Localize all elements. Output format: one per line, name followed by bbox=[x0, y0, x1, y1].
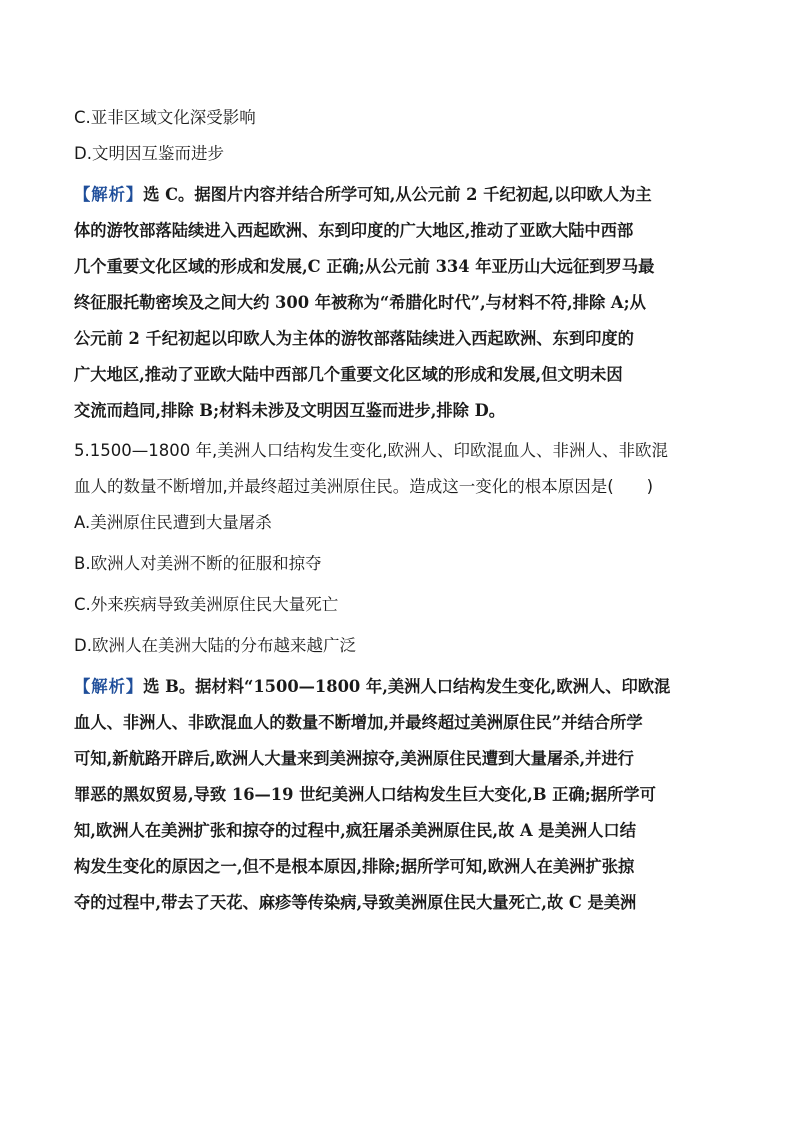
q5-analysis-line-6: 构发生变化的原因之一,但不是根本原因,排除;据所学可知,欧洲人在美洲扩张掠 bbox=[74, 857, 635, 876]
q5-analysis-line-2: 血人、非洲人、非欧混血人的数量不断增加,并最终超过美洲原住民”并结合所学 bbox=[74, 713, 643, 732]
q4-analysis-line-3: 几个重要文化区域的形成和发展,C 正确;从公元前 334 年亚历山大远征到罗马最 bbox=[74, 257, 655, 276]
q4-analysis-line-7: 交流而趋同,排除 B;材料未涉及文明因互鉴而进步,排除 D。 bbox=[74, 401, 506, 420]
q5-option-a: A.美洲原住民遭到大量屠杀 bbox=[74, 513, 272, 532]
q5-stem bbox=[74, 433, 724, 505]
q5-option-c: C.外来疾病导致美洲原住民大量死亡 bbox=[74, 595, 339, 614]
q4-analysis-line-5: 公元前 2 千纪初起以印欧人为主体的游牧部落陆续进入西起欧洲、东到印度的 bbox=[74, 329, 634, 348]
q5-analysis bbox=[74, 669, 724, 921]
q4-analysis-line-4: 终征服托勒密埃及之间大约 300 年被称为“希腊化时代”,与材料不符,排除 A;从 bbox=[74, 293, 646, 312]
q5-analysis-line-1: 【解析】选 B。据材料“1500—1800 年,美洲人口结构发生变化,欧洲人、印欧混 bbox=[74, 677, 671, 696]
q4-option-c: C.亚非区域文化深受影响 bbox=[74, 108, 256, 127]
q4-option-d: D.文明因互鉴而进步 bbox=[74, 144, 224, 163]
q5-analysis-line-5: 知,欧洲人在美洲扩张和掠夺的过程中,疯狂屠杀美洲原住民,故 A 是美洲人口结 bbox=[74, 821, 636, 840]
analysis-tag: 【解析】 bbox=[74, 677, 144, 696]
q5-analysis-line-7: 夺的过程中,带去了天花、麻疹等传染病,导致美洲原住民大量死亡,故 C 是美洲 bbox=[74, 893, 637, 912]
q5-analysis-line-3: 可知,新航路开辟后,欧洲人大量来到美洲掠夺,美洲原住民遭到大量屠杀,并进行 bbox=[74, 749, 634, 768]
q5-analysis-line-4: 罪恶的黑奴贸易,导致 16—19 世纪美洲人口结构发生巨大变化,B 正确;据所学可 bbox=[74, 785, 656, 804]
q5-stem-line-2: 血人的数量不断增加,并最终超过美洲原住民。造成这一变化的根本原因是( ) bbox=[74, 477, 654, 496]
q4-analysis bbox=[74, 177, 724, 429]
q4-analysis-line-2: 体的游牧部落陆续进入西起欧洲、东到印度的广大地区,推动了亚欧大陆中西部 bbox=[74, 221, 634, 240]
page-content bbox=[74, 100, 724, 921]
analysis-tag: 【解析】 bbox=[74, 185, 144, 204]
q5-option-b: B.欧洲人对美洲不断的征服和掠夺 bbox=[74, 554, 322, 573]
q4-analysis-line-6: 广大地区,推动了亚欧大陆中西部几个重要文化区域的形成和发展,但文明未因 bbox=[74, 365, 623, 384]
q5-stem-line-1: 5.1500—1800 年,美洲人口结构发生变化,欧洲人、印欧混血人、非洲人、非欧混 bbox=[74, 441, 668, 460]
q4-analysis-line-1: 【解析】选 C。据图片内容并结合所学可知,从公元前 2 千纪初起,以印欧人为主 bbox=[74, 185, 652, 204]
q5-option-d: D.欧洲人在美洲大陆的分布越来越广泛 bbox=[74, 636, 356, 655]
